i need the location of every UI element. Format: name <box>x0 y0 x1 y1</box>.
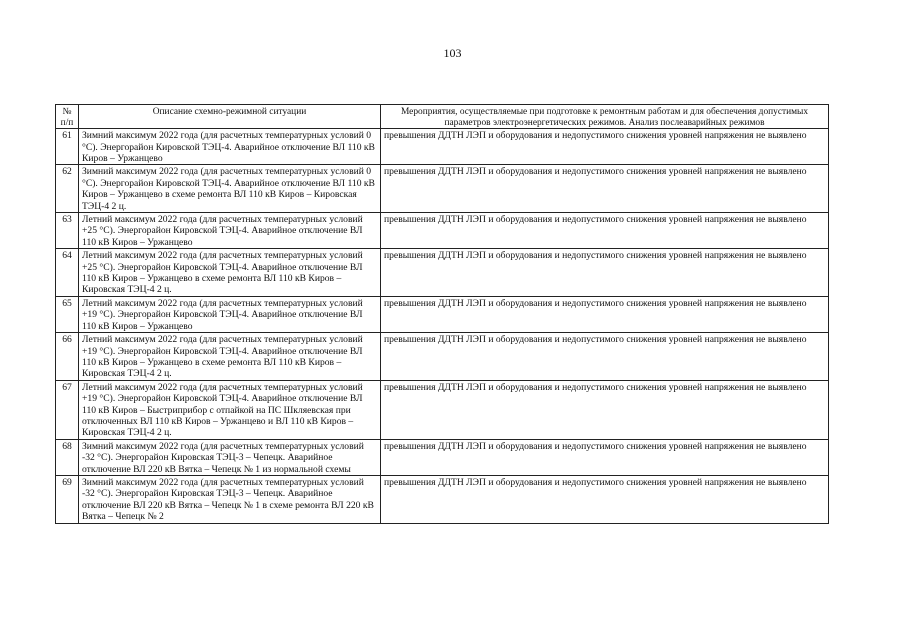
table-row <box>56 249 829 297</box>
row-description: Летний максимум 2022 года (для расчетных температурных условий +19 °С). Энергорайон Кировской ТЭЦ-4. Аварийное отключение ВЛ 110 кВ Киров – Быстриприбор с отпайкой на ПС Шкляевская при отключенных ВЛ 110 кВ Киров – Уржанцево и ВЛ 110 кВ Киров – Кировская ТЭЦ-4 2 ц. <box>79 380 381 439</box>
header-measures: Мероприятия, осуществляемые при подготовке к ремонтным работам и для обеспечения допустимых параметров электроэнергетических режимов. Анализ послеаварийных режимов <box>381 105 829 129</box>
table-row <box>56 213 829 249</box>
row-num: 61 <box>56 129 79 165</box>
row-description: Зимний максимум 2022 года (для расчетных температурных условий 0 °С). Энергорайон Кировской ТЭЦ-4. Аварийное отключение ВЛ 110 кВ Киров – Уржанцево <box>79 129 381 165</box>
header-description: Описание схемно-режимной ситуации <box>79 105 381 129</box>
row-measures: превышения ДДТН ЛЭП и оборудования и недопустимого снижения уровней напряжения не выявлено <box>381 165 829 213</box>
table-row <box>56 439 829 475</box>
row-measures: превышения ДДТН ЛЭП и оборудования и недопустимого снижения уровней напряжения не выявлено <box>381 296 829 332</box>
row-num: 62 <box>56 165 79 213</box>
row-description: Летний максимум 2022 года (для расчетных температурных условий +25 °С). Энергорайон Кировской ТЭЦ-4. Аварийное отключение ВЛ 110 кВ Киров – Уржанцево <box>79 213 381 249</box>
row-description: Летний максимум 2022 года (для расчетных температурных условий +25 °С). Энергорайон Кировской ТЭЦ-4. Аварийное отключение ВЛ 110 кВ Киров – Уржанцево в схеме ремонта ВЛ 110 кВ Киров – Кировская ТЭЦ-4 2 ц. <box>79 249 381 297</box>
row-num: 68 <box>56 439 79 475</box>
table-row <box>56 333 829 381</box>
scenario-table <box>55 104 829 524</box>
row-measures: превышения ДДТН ЛЭП и оборудования и недопустимого снижения уровней напряжения не выявлено <box>381 129 829 165</box>
row-description: Летний максимум 2022 года (для расчетных температурных условий +19 °С). Энергорайон Кировской ТЭЦ-4. Аварийное отключение ВЛ 110 кВ Киров – Уржанцево в схеме ремонта ВЛ 110 кВ Киров – Кировская ТЭЦ-4 2 ц. <box>79 333 381 381</box>
row-description: Зимний максимум 2022 года (для расчетных температурных условий -32 °С). Энергорайон Кировская ТЭЦ-3 – Чепецк. Аварийное отключение ВЛ 220 кВ Вятка – Чепецк № 1 из нормальной схемы <box>79 439 381 475</box>
row-measures: превышения ДДТН ЛЭП и оборудования и недопустимого снижения уровней напряжения не выявлено <box>381 333 829 381</box>
header-num: № п/п <box>56 105 79 129</box>
row-num: 69 <box>56 475 79 523</box>
row-measures: превышения ДДТН ЛЭП и оборудования и недопустимого снижения уровней напряжения не выявлено <box>381 439 829 475</box>
table-row <box>56 296 829 332</box>
table-row <box>56 380 829 439</box>
row-num: 65 <box>56 296 79 332</box>
row-description: Зимний максимум 2022 года (для расчетных температурных условий -32 °С). Энергорайон Кировская ТЭЦ-3 – Чепецк. Аварийное отключение ВЛ 220 кВ Вятка – Чепецк № 1 в схеме ремонта ВЛ 220 кВ Вятка – Чепецк № 2 <box>79 475 381 523</box>
row-measures: превышения ДДТН ЛЭП и оборудования и недопустимого снижения уровней напряжения не выявлено <box>381 249 829 297</box>
table-header-row <box>56 105 829 129</box>
table-row <box>56 129 829 165</box>
row-description: Летний максимум 2022 года (для расчетных температурных условий +19 °С). Энергорайон Кировской ТЭЦ-4. Аварийное отключение ВЛ 110 кВ Киров – Уржанцево <box>79 296 381 332</box>
row-measures: превышения ДДТН ЛЭП и оборудования и недопустимого снижения уровней напряжения не выявлено <box>381 475 829 523</box>
row-description: Зимний максимум 2022 года (для расчетных температурных условий 0 °С). Энергорайон Кировской ТЭЦ-4. Аварийное отключение ВЛ 110 кВ Киров – Уржанцево в схеме ремонта ВЛ 110 кВ Киров – Кировская ТЭЦ-4 2 ц. <box>79 165 381 213</box>
table-row <box>56 475 829 523</box>
row-num: 64 <box>56 249 79 297</box>
row-num: 67 <box>56 380 79 439</box>
row-num: 66 <box>56 333 79 381</box>
page-number: 103 <box>443 46 462 60</box>
table-row <box>56 165 829 213</box>
row-measures: превышения ДДТН ЛЭП и оборудования и недопустимого снижения уровней напряжения не выявлено <box>381 213 829 249</box>
row-num: 63 <box>56 213 79 249</box>
row-measures: превышения ДДТН ЛЭП и оборудования и недопустимого снижения уровней напряжения не выявлено <box>381 380 829 439</box>
